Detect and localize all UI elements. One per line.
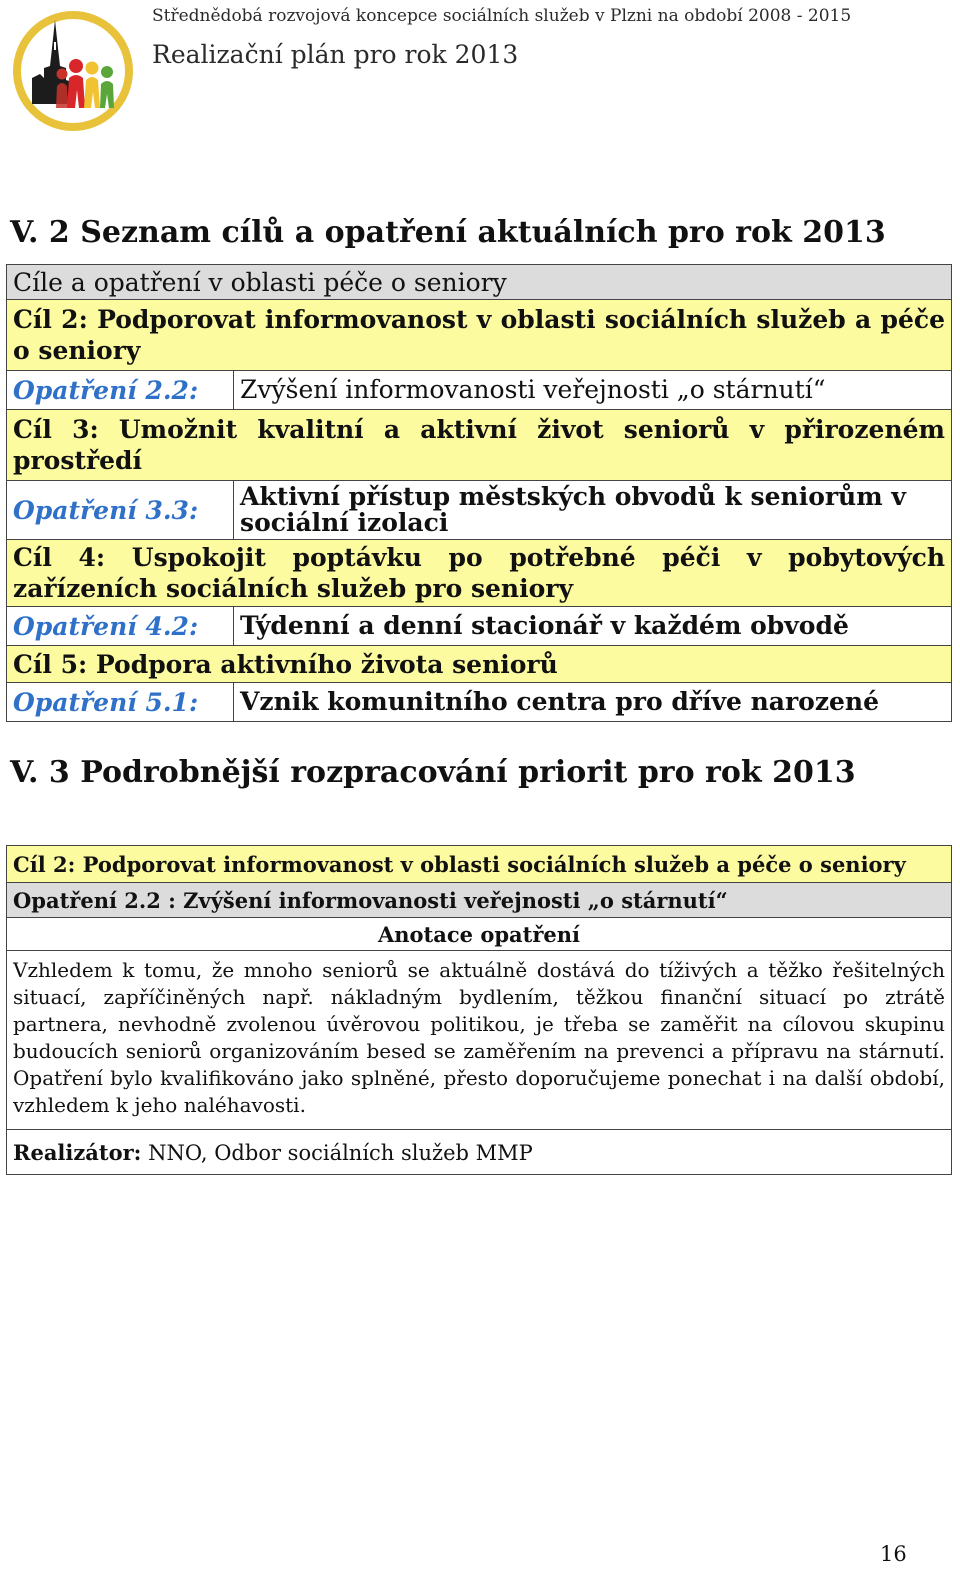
measure-label-3-3: Opatření 3.3: [7, 481, 234, 540]
measure-text-5-1: Vznik komunitního centra pro dříve narozené [234, 683, 952, 722]
measure-text-4-2: Týdenní a denní stacionář v každém obvodě [234, 607, 952, 646]
goal-row-4: Cíl 4: Uspokojit poptávku po potřebné péči v pobytových zařízeních sociálních služeb pro seniory [7, 540, 952, 607]
page-number: 16 [880, 1542, 907, 1566]
goal-row-5: Cíl 5: Podpora aktivního života seniorů [7, 646, 952, 683]
goal-row-2: Cíl 2: Podporovat informovanost v oblasti sociálních služeb a péče o seniory [7, 300, 952, 371]
section-heading-goals-list: V. 2 Seznam cílů a opatření aktuálních pro rok 2013 [10, 215, 886, 250]
implementer-row [7, 1130, 952, 1175]
annotation-text: Vzhledem k tomu, že mnoho seniorů se aktuálně dostává do tíživých a těžko řešitelných situací, zapříčiněných např. nákladným bydlením, těžkou finanční situací po ztrátě partnera, nevhodně zvolenou úvěrovou politikou, je třeba se zaměřit na cílovou skupinu budoucích seniorů organizováním besed se zaměřením na prevenci a přípravu na stárnutí. Opatření bylo kvalifikováno jako splněné, přesto doporučujeme ponechat i na další období, vzhledem k jeho naléhavosti. [7, 951, 952, 1130]
header-plan-title: Realizační plán pro rok 2013 [152, 40, 519, 69]
header-document-title: Střednědobá rozvojová koncepce sociálních služeb v Plzni na období 2008 - 2015 [152, 6, 852, 26]
implementer-value: NNO, Odbor sociálních služeb MMP [148, 1140, 533, 1165]
annotation-heading: Anotace opatření [7, 918, 952, 951]
detail-goal: Cíl 2: Podporovat informovanost v oblasti sociálních služeb a péče o seniory [7, 846, 952, 883]
measure-label-2-2: Opatření 2.2: [7, 371, 234, 410]
measure-text-3-3: Aktivní přístup městských obvodů k seniorům v sociální izolaci [234, 481, 952, 540]
city-people-logo-icon [10, 8, 136, 134]
goal-row-3: Cíl 3: Umožnit kvalitní a aktivní život seniorů v přirozeném prostředí [7, 410, 952, 481]
goals-measures-table [6, 264, 952, 722]
implementer-label: Realizátor: [13, 1139, 142, 1165]
section-heading-detailed-priorities: V. 3 Podrobnější rozpracování priorit pro rok 2013 [10, 755, 856, 790]
measure-label-5-1: Opatření 5.1: [7, 683, 234, 722]
detail-measure: Opatření 2.2 : Zvýšení informovanosti veřejnosti „o stárnutí“ [7, 883, 952, 918]
measure-text-2-2: Zvýšení informovanosti veřejnosti „o stárnutí“ [234, 371, 952, 410]
goals-table-header: Cíle a opatření v oblasti péče o seniory [7, 265, 952, 300]
measure-label-4-2: Opatření 4.2: [7, 607, 234, 646]
priority-detail-table [6, 845, 952, 1175]
